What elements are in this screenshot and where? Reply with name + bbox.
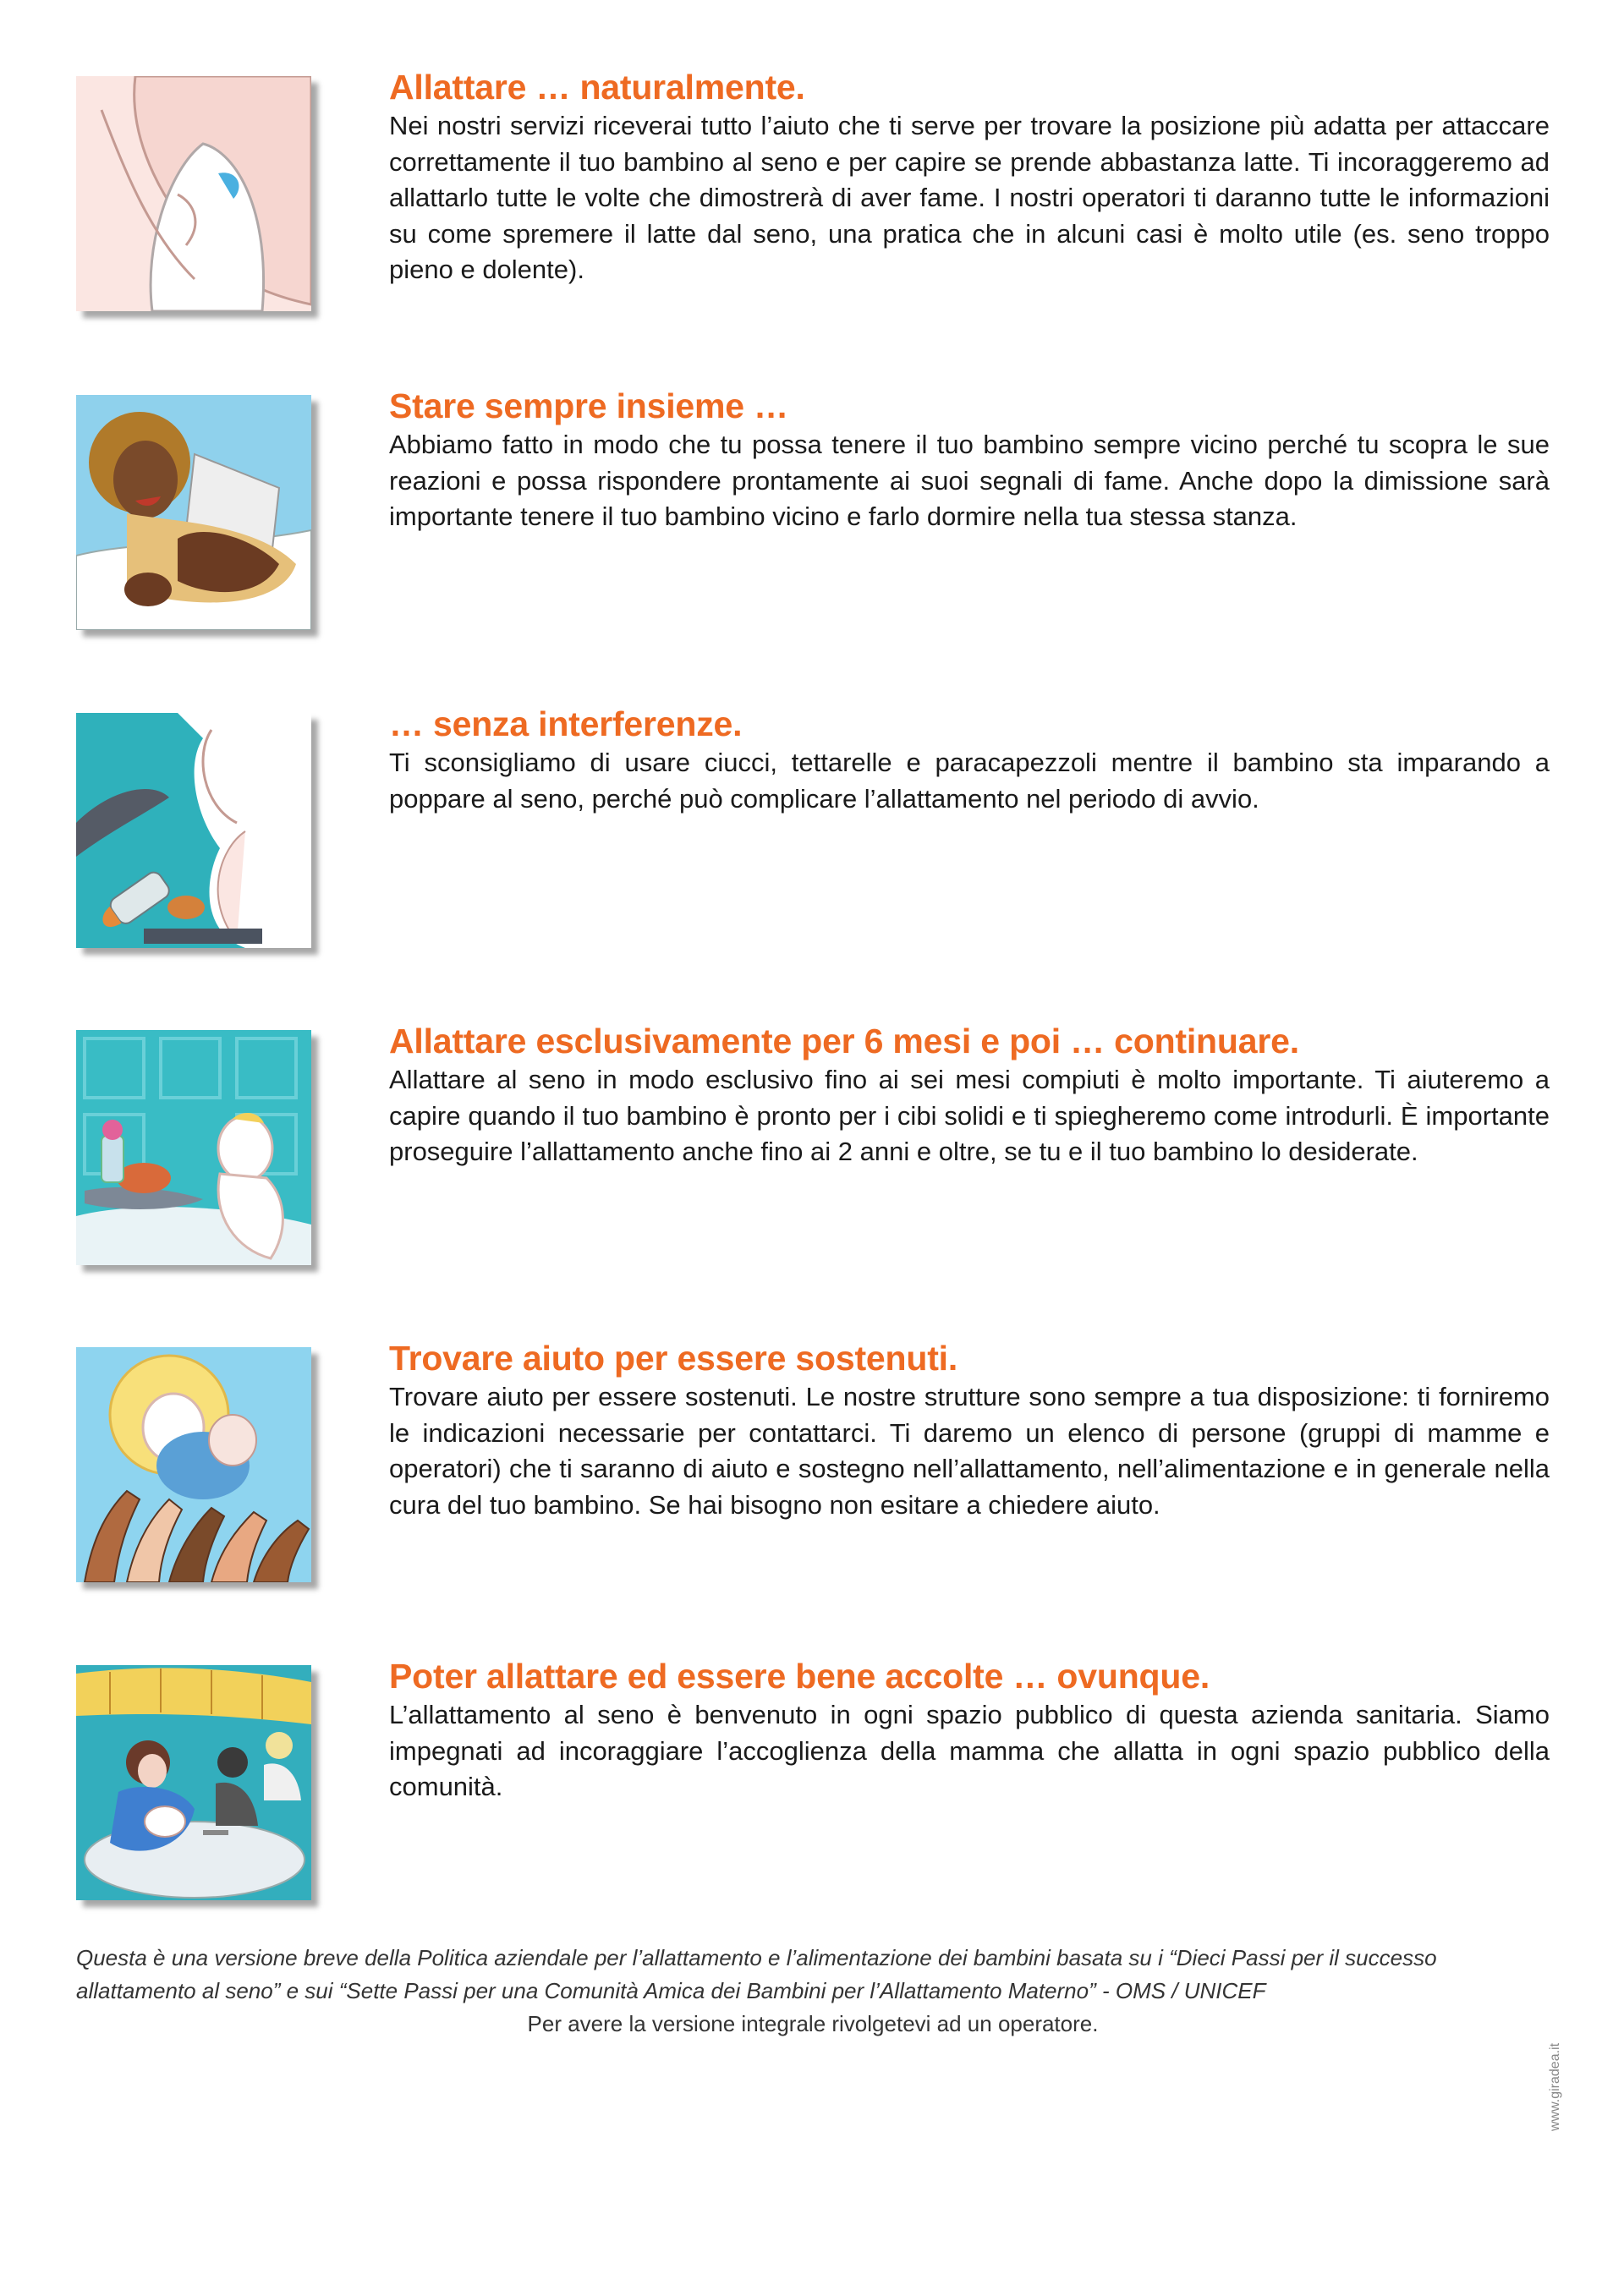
credit-url: www.giradea.it: [1548, 2042, 1562, 2131]
section-heading: Trovare aiuto per essere sostenuti.: [389, 1339, 958, 1378]
section-heading: Allattare … naturalmente.: [389, 68, 805, 107]
section-heading: Stare sempre insieme …: [389, 386, 788, 425]
footer: [76, 1942, 1550, 2041]
section-heading: … senza interferenze.: [389, 704, 743, 743]
section-body: Allattare al seno in modo esclusivo fino ai sei mesi compiuti è molto importante. Ti aiuteremo a capire quando il tuo bambino è pronto per i cibi solidi e ti spiegheremo come introdurli. È importante proseguire l’allattamento anche fino ai 2 anni e oltre, se tu e il tuo bambino lo desiderate.: [389, 1065, 1550, 1166]
footer-note: Questa è una versione breve della Politica aziendale per l’allattamento e l’alimentazione dei bambini basata su i “Dieci Passi per il successo allattamento al seno” e sui “Sette Passi per una Comunità Amica dei Bambini per l’Allattamento Materno” - OMS / UNICEF: [76, 1945, 1437, 2003]
section-3: [0, 704, 1624, 958]
section-body: Abbiamo fatto in modo che tu possa tenere il tuo bambino sempre vicino perché tu scopra le sue reazioni e possa rispondere prontamente ai suoi segnali di fame. Anche dopo la dimissione sarà importante tenere il tuo bambino vicino e farlo dormire nella tua stessa stanza.: [389, 430, 1550, 531]
section-heading: Allattare esclusivamente per 6 mesi e poi … continuare.: [389, 1022, 1299, 1060]
footer-contact: Per avere la versione integrale rivolgetevi ad un operatore.: [527, 2011, 1099, 2036]
breastfeeding-closeup-illustration: [76, 76, 311, 311]
baby-with-food-tray-illustration: [76, 1030, 311, 1265]
section-heading: Poter allattare ed essere bene accolte … ovunque.: [389, 1657, 1210, 1696]
section-body: Trovare aiuto per essere sostenuti. Le nostre strutture sono sempre a tua disposizione: ti forniremo le indicazioni necessarie per contattarci. Ti daremo un elenco di persone (gruppi di mamme e operatori) che ti saranno di aiuto e sostegno nell’allattamento, nell’alimentazione e in generale nella cura del tuo bambino. Se hai bisogno non esitare a chiedere aiuto.: [389, 1382, 1550, 1520]
section-5: [0, 1339, 1624, 1592]
section-2: [0, 386, 1624, 640]
section-body: Ti sconsigliamo di usare ciucci, tettarelle e paracapezzoli mentre il bambino sta imparando a poppare al seno, perché può complicare l’allattamento nel periodo di avvio.: [389, 748, 1550, 814]
helping-hands-support-illustration: [76, 1347, 311, 1582]
mother-nursing-at-cafe-illustration: [76, 1665, 311, 1900]
section-4: [0, 1022, 1624, 1275]
mother-sleeping-with-baby-illustration: [76, 395, 311, 630]
section-1: [0, 68, 1624, 321]
baby-with-bottle-and-pacifier-illustration: [76, 713, 311, 948]
section-body: Nei nostri servizi riceverai tutto l’aiuto che ti serve per trovare la posizione più adatta per attaccare correttamente il tuo bambino al seno e per capire se prende abbastanza latte. Ti incoraggeremo ad allattarlo tutte le volte che dimostrerà di aver fame. I nostri operatori ti daranno tutte le informazioni su come spremere il latte dal seno, una pratica che in alcuni casi è molto utile (es. seno troppo pieno e dolente).: [389, 111, 1550, 284]
section-6: [0, 1657, 1624, 1910]
section-body: L’allattamento al seno è benvenuto in ogni spazio pubblico di questa azienda sanitaria. Siamo impegnati ad incoraggiare l’accoglienza della mamma che allatta in ogni spazio pubblico della comunità.: [389, 1700, 1550, 1801]
